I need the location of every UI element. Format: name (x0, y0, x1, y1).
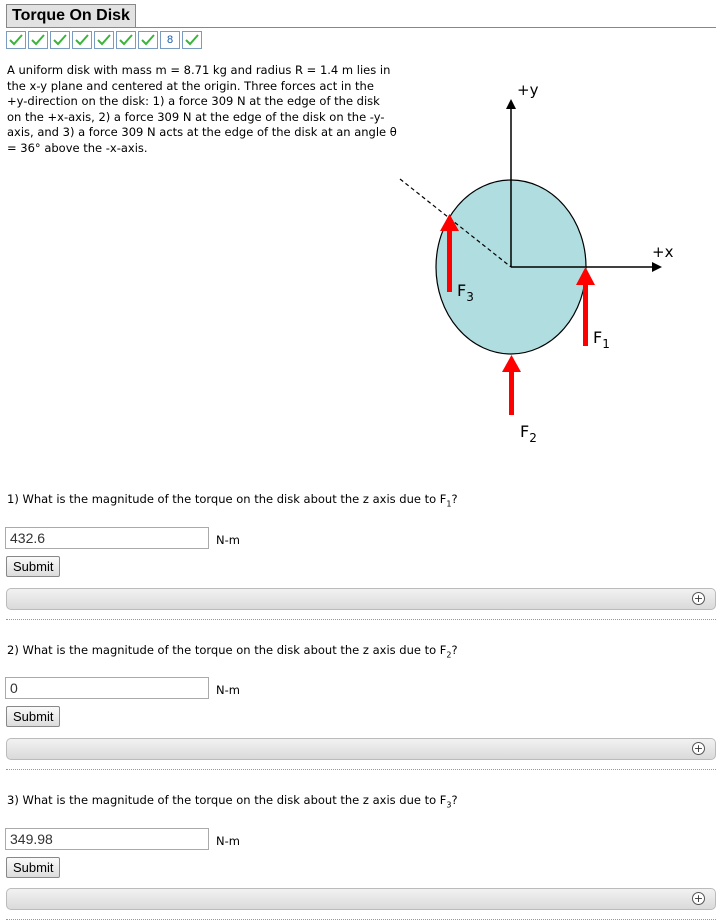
progress-current-number: 8 (166, 34, 174, 46)
section-divider (6, 619, 716, 620)
progress-check-7[interactable] (138, 31, 158, 49)
question-1-hint-bar[interactable] (6, 588, 716, 610)
check-icon (9, 34, 23, 46)
question-2-text: 2) What is the magnitude of the torque on the disk about the z axis due to $F_2$? (7, 643, 458, 660)
question-2-unit: N-m (216, 683, 240, 697)
section-divider (6, 769, 716, 770)
torque-diagram (390, 75, 690, 455)
question-3-unit: N-m (216, 834, 240, 848)
section-divider (6, 919, 716, 920)
force-f2-label: $F_2$ (520, 422, 537, 445)
check-icon (185, 34, 199, 46)
question-3-hint-bar[interactable] (6, 888, 716, 910)
progress-check-3[interactable] (50, 31, 70, 49)
force-f1-label: $F_1$ (593, 328, 610, 351)
progress-check-5[interactable] (94, 31, 114, 49)
question-1-text: 1) What is the magnitude of the torque on the disk about the z axis due to $F_1$? (7, 492, 458, 509)
progress-check-2[interactable] (28, 31, 48, 49)
expand-plus-icon[interactable]: + (693, 892, 704, 905)
question-1-submit-button[interactable]: Submit (6, 556, 60, 577)
question-2-hint-bar[interactable] (6, 738, 716, 760)
check-icon (119, 34, 133, 46)
expand-plus-icon[interactable]: + (693, 742, 704, 755)
progress-check-4[interactable] (72, 31, 92, 49)
check-icon (75, 34, 89, 46)
progress-bar (6, 31, 204, 49)
question-1-unit: N-m (216, 533, 240, 547)
progress-check-9[interactable] (182, 31, 202, 49)
y-axis-label: +y (517, 81, 539, 99)
problem-statement: A uniform disk with mass m = 8.71 kg and radius R = 1.4 m lies in the x-y plane and centered at the origin. Three forces act in the +y-direction on the disk: 1) a force 309 N at the edge of the disk on the +x-axis, 2) a force 309 N at the edge of the disk on the -y-axis, and 3) a force 309 N acts at the edge of the disk at an angle θ = 36° above the -x-axis. (7, 63, 397, 155)
progress-current[interactable] (160, 31, 180, 49)
force-f2-arrow (502, 355, 521, 415)
check-icon (53, 34, 67, 46)
check-icon (97, 34, 111, 46)
force-f3-label: $F_3$ (457, 281, 474, 304)
question-3-answer-input[interactable]: 349.98 (5, 828, 209, 850)
question-3-submit-button[interactable]: Submit (6, 857, 60, 878)
question-1-answer-input[interactable]: 432.6 (5, 527, 209, 549)
check-icon (31, 34, 45, 46)
page-title: Torque On Disk (6, 4, 136, 28)
question-3-text: 3) What is the magnitude of the torque on the disk about the z axis due to $F_3$? (7, 793, 458, 810)
expand-plus-icon[interactable]: + (693, 592, 704, 605)
question-2-answer-input[interactable]: 0 (5, 677, 209, 699)
progress-check-6[interactable] (116, 31, 136, 49)
question-2-submit-button[interactable]: Submit (6, 706, 60, 727)
x-axis-label: +x (652, 243, 674, 261)
title-divider (6, 27, 716, 28)
progress-check-1[interactable] (6, 31, 26, 49)
check-icon (141, 34, 155, 46)
